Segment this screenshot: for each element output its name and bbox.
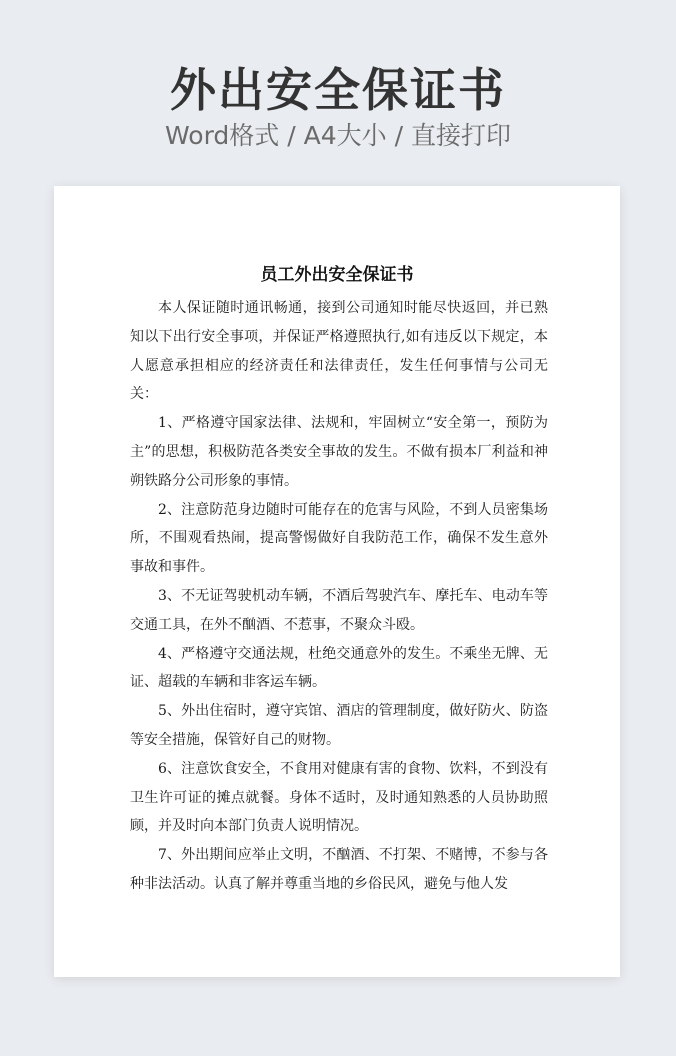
document-title: 员工外出安全保证书 [260, 265, 414, 285]
clause-1-paragraph: 1、严格遵守国家法律、法规和，牢固树立“安全第一，预防为主”的思想，积极防范各类安全事故的发生。不做有损本厂利益和神朔铁路分公司形象的事情。 [130, 415, 548, 489]
clause-5-paragraph: 5、外出住宿时，遵守宾馆、酒店的管理制度，做好防火、防盗等安全措施，保管好自己的财物。 [130, 703, 548, 748]
clause-7-paragraph: 7、外出期间应举止文明，不酗酒、不打架、不赌博，不参与各种非法活动。认真了解并尊重当地的乡俗民风，避免与他人发 [130, 847, 548, 892]
clause-6-paragraph: 6、注意饮食安全，不食用对健康有害的食物、饮料，不到没有卫生许可证的摊点就餐。身体不适时，及时通知熟悉的人员协助照顾，并及时向本部门负责人说明情况。 [130, 760, 548, 835]
document-page [54, 186, 620, 977]
clause-3-paragraph: 3、不无证驾驶机动车辆，不酒后驾驶汽车、摩托车、电动车等交通工具，在外不酗酒、不惹事，不聚众斗殴。 [130, 587, 548, 633]
banner-subtitle: Word格式 / A4大小 / 直接打印 [165, 121, 511, 150]
intro-paragraph: 本人保证随时通讯畅通，接到公司通知时能尽快返回，并已熟知以下出行安全事项，并保证严格遵照执行,如有违反以下规定，本人愿意承担相应的经济责任和法律责任，发生任何事情与公司无关： [130, 300, 548, 403]
clause-2-paragraph: 2、注意防范身边随时可能存在的危害与风险，不到人员密集场所，不围观看热闹，提高警惕做好自我防范工作，确保不发生意外事故和事件。 [130, 501, 548, 576]
clause-4-paragraph: 4、严格遵守交通法规，杜绝交通意外的发生。不乘坐无牌、无证、超载的车辆和非客运车辆。 [130, 645, 548, 691]
document-body [130, 294, 548, 899]
banner-title: 外出安全保证书 [170, 63, 506, 117]
